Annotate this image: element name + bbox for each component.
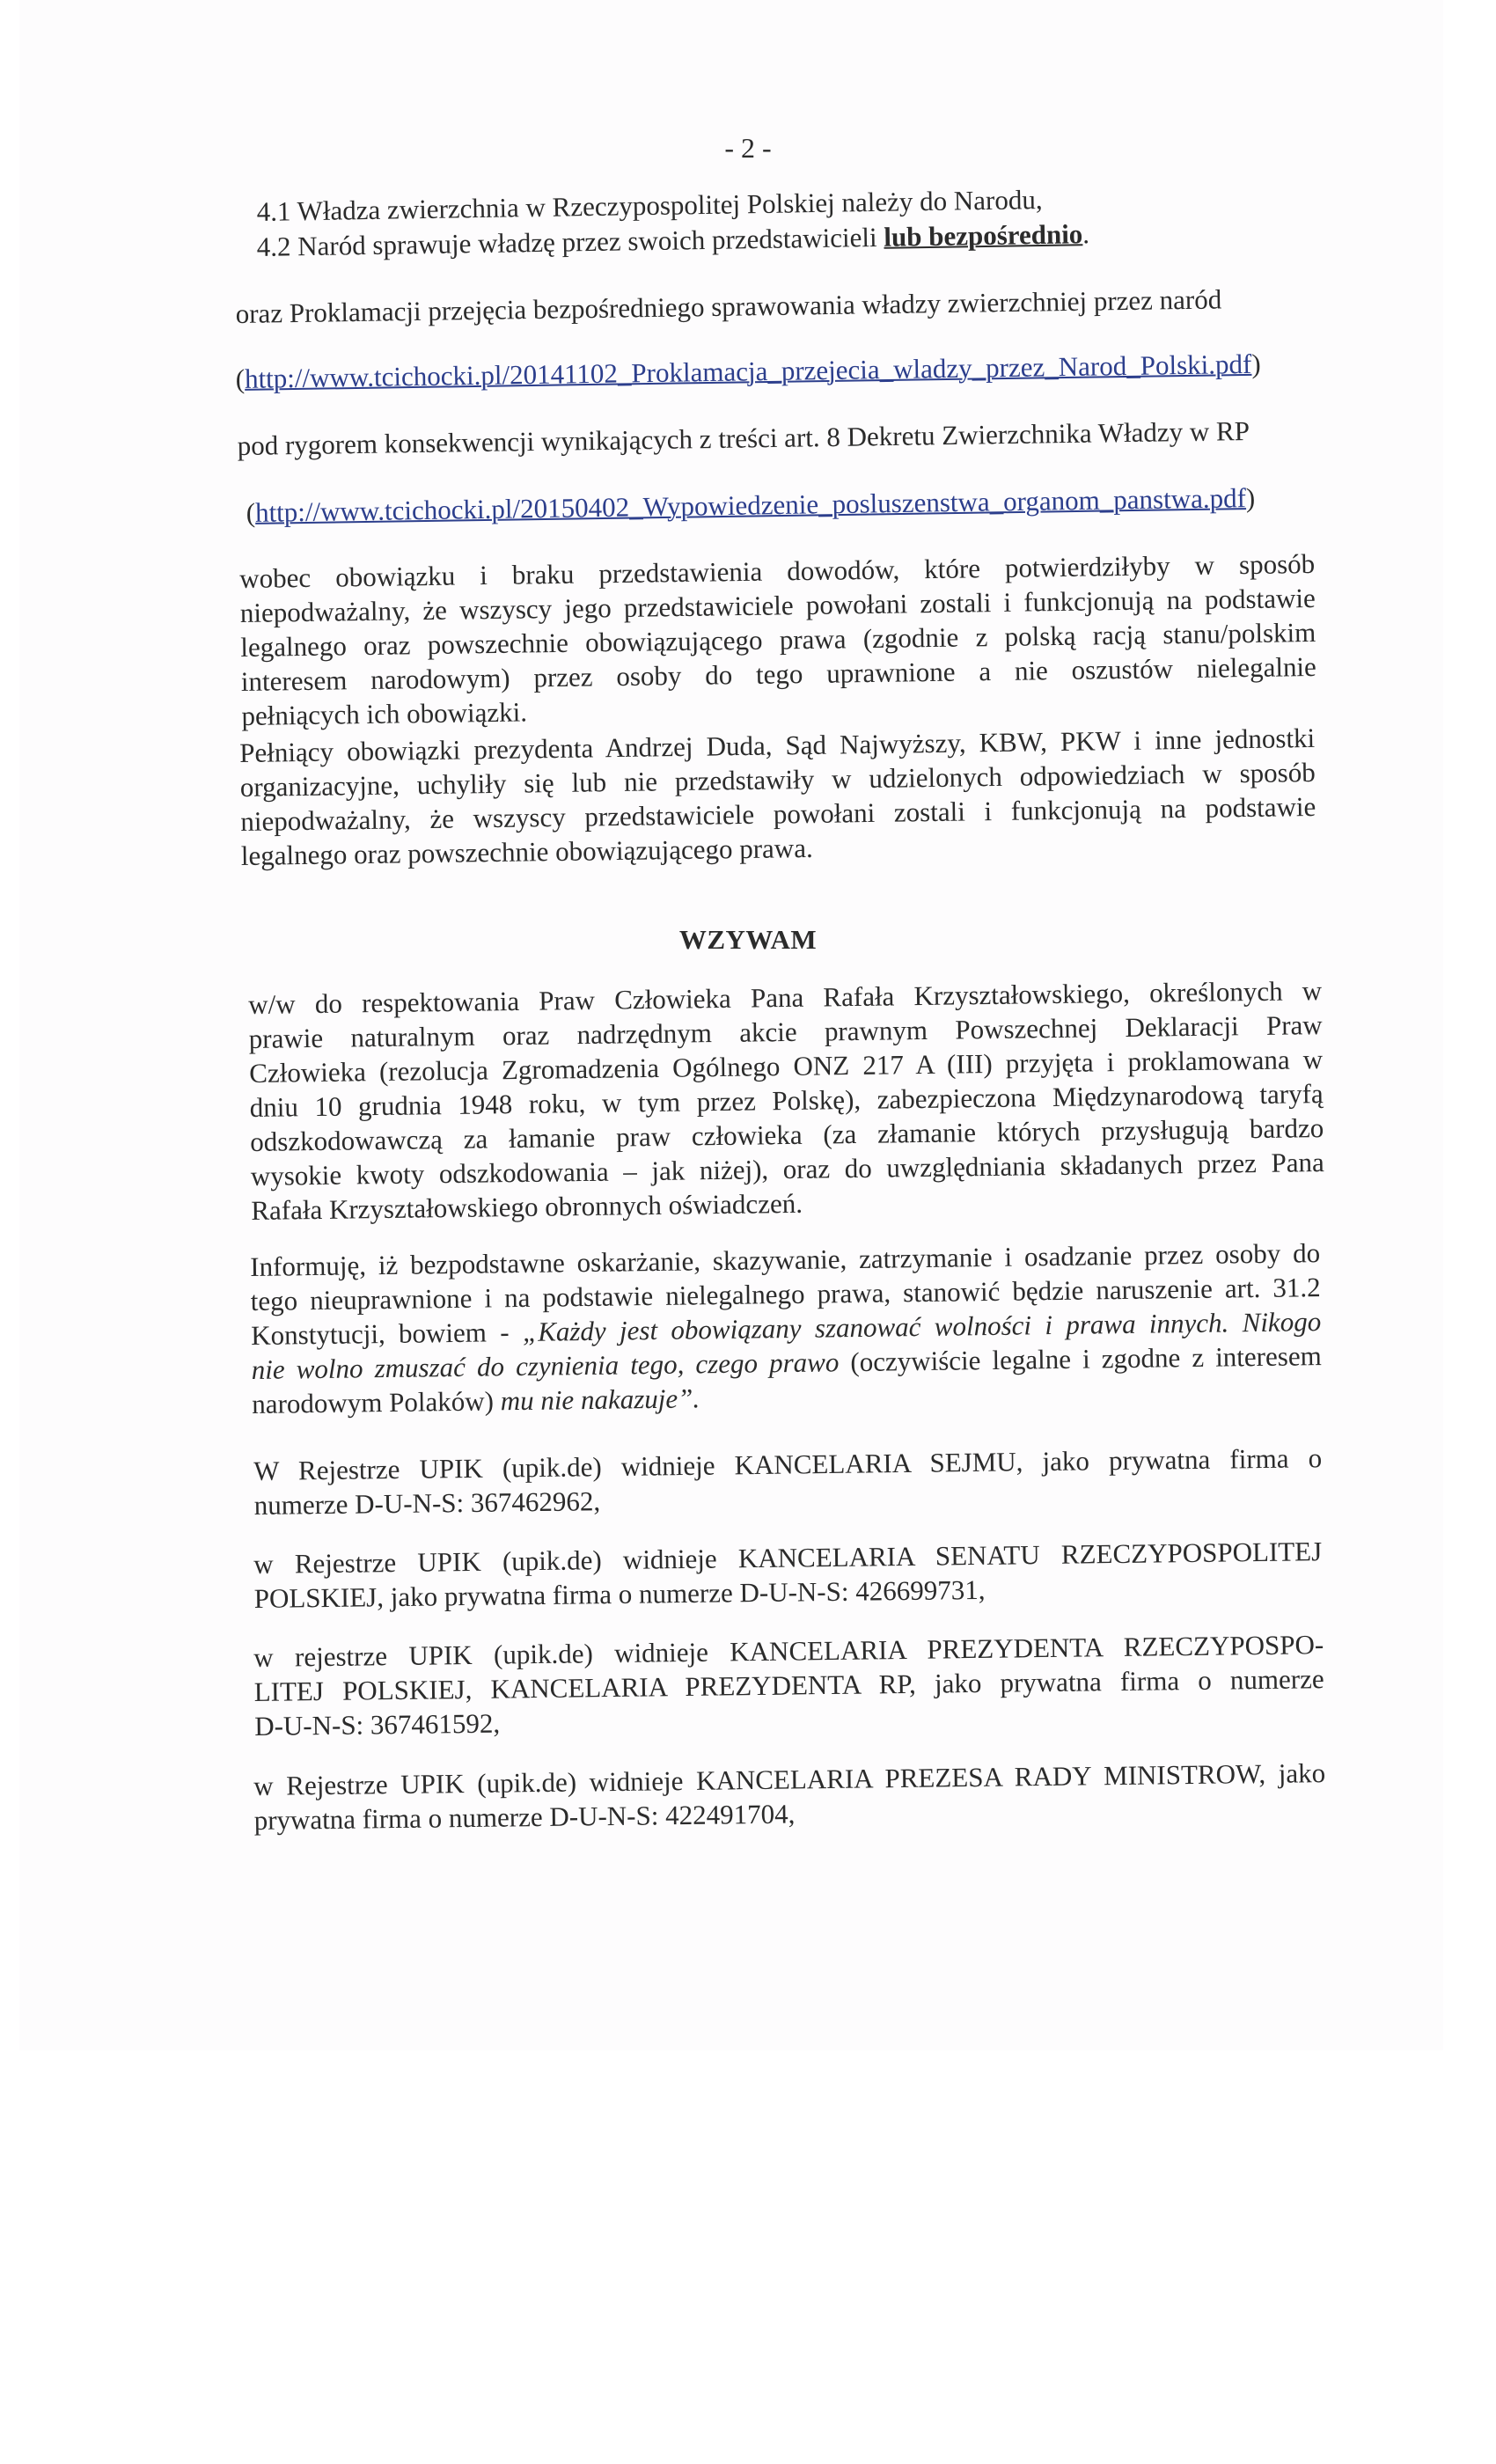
paragraph-line: organizacyjne, uchyliły się lub nie przedstawiły w udzielonych odpowiedziach w sposób xyxy=(239,756,1316,803)
proclamation-text: oraz Proklamacji przejęcia bezpośredniego sprawowania władzy zwierzchniej przez naród xyxy=(235,283,1222,330)
quote-text: nie wolno zmuszać do czynienia tego, czego prawo xyxy=(251,1346,840,1385)
paragraph-line: odszkodowawczą za łamanie praw człowieka (za złamanie których przysługują bardzo xyxy=(250,1112,1324,1157)
paragraph-obligation xyxy=(239,546,1317,733)
close-paren: ) xyxy=(1245,481,1256,514)
open-paren: ( xyxy=(246,496,256,529)
registry-line: prywatna firma o numerze D-U-N-S: 422491704, xyxy=(253,1798,796,1836)
paragraph-line: niepodważalny, że wszyscy jego przedstawiciele powołani zostali i funkcjonują na podstawie xyxy=(239,582,1316,628)
proclamation-link[interactable]: http://www.tcichocki.pl/20141102_Proklamacja_przejecia_wladzy_przez_Narod_Polski.pdf xyxy=(244,348,1252,394)
paragraph-line: wysokie kwoty odszkodowania – jak niżej), oraz do uwzględniania składanych przez Pana xyxy=(250,1147,1324,1192)
item-4-2-text: 4.2 Naród sprawuje władzę przez swoich przedstawicieli xyxy=(256,221,884,263)
registry-line: w rejestrze UPIK (upik.de) widnieje KANCELARIA PREZYDENTA RZECZYPOSPO- xyxy=(253,1629,1324,1673)
inline-text: narodowym Polaków) xyxy=(252,1385,501,1419)
inline-text: Konstytucji, bowiem - xyxy=(251,1316,524,1351)
paragraph-line: legalnego oraz powszechnie obowiązującego prawa (zgodnie z polską racją stanu/polskim xyxy=(240,616,1316,663)
paragraph-line: interesem narodowym) przez osoby do tego uprawnione a nie oszustów nielegalnie xyxy=(240,650,1317,697)
registry-entry-senat xyxy=(253,1534,1323,1616)
paragraph-line: dniu 10 grudnia 1948 roku, w tym przez Polskę), zabezpieczona Międzynarodową taryfą xyxy=(249,1078,1324,1123)
registry-entry-sejm xyxy=(253,1441,1323,1522)
paragraph-line: Pełniący obowiązki prezydenta Andrzej Duda, Sąd Najwyższy, KBW, PKW i inne jednostki xyxy=(239,722,1316,768)
paragraph-line: Człowieka (rezolucja Zgromadzenia Ogólnego ONZ 217 A (III) przyjęta i proklamowana w xyxy=(249,1044,1324,1089)
registry-line: D-U-N-S: 367461592, xyxy=(253,1707,501,1742)
decree-link-line xyxy=(246,481,1255,530)
decree-link[interactable]: http://www.tcichocki.pl/20150402_Wypowiedzenie_posluszenstwa_organom_panstwa.pdf xyxy=(254,482,1247,528)
paragraph-call xyxy=(248,973,1324,1228)
paragraph-line: niepodważalny, że wszyscy przedstawiciele powołani zostali i funkcjonują na podstawie xyxy=(240,790,1316,837)
proclamation-link-line xyxy=(235,348,1260,396)
registry-entry-premier xyxy=(253,1756,1326,1837)
quote-end: ”. xyxy=(677,1382,700,1414)
registry-line: POLSKIEJ, jako prywatna firma o numerze D-U-N-S: 426699731, xyxy=(253,1573,986,1614)
item-4-2-suffix: . xyxy=(1082,218,1090,250)
registry-line: LITEJ POLSKIEJ, KANCELARIA PREZYDENTA RP, jako prywatna firma o numerze xyxy=(253,1663,1324,1707)
registry-line: numerze D-U-N-S: 367462962, xyxy=(253,1485,601,1521)
section-heading: WZYWAM xyxy=(678,924,818,955)
inline-text: (oczywiście legalne i zgodne z interesem xyxy=(839,1340,1322,1378)
paragraph-line: pełniących ich obowiązki. xyxy=(241,696,528,731)
close-paren: ) xyxy=(1251,348,1261,379)
registry-line: w Rejestrze UPIK (upik.de) widnieje KANCELARIA SENATU RZECZYPOSPOLITEJ xyxy=(253,1536,1323,1580)
registry-line: w Rejestrze UPIK (upik.de) widnieje KANCELARIA PREZESA RADY MINISTROW, jako xyxy=(253,1757,1326,1801)
item-4-1: 4.1 Władza zwierzchnia w Rzeczypospolitej Polskiej należy do Narodu, xyxy=(256,183,1043,228)
decree-text: pod rygorem konsekwencji wynikających z treści art. 8 Dekretu Zwierzchnika Władzy w RP xyxy=(237,414,1250,462)
paragraph-president xyxy=(239,721,1316,873)
registry-line: W Rejestrze UPIK (upik.de) widnieje KANCELARIA SEJMU, jako prywatna firma o xyxy=(253,1442,1323,1486)
open-paren: ( xyxy=(235,363,246,395)
paragraph-line: Informuję, iż bezpodstawne oskarżanie, skazywanie, zatrzymanie i osadzanie przez osoby do xyxy=(250,1237,1321,1282)
paragraph-line: legalnego oraz powszechnie obowiązującego prawa. xyxy=(240,832,813,871)
registry-entry-prezydent xyxy=(253,1627,1324,1743)
quote-text: mu nie nakazuje xyxy=(500,1382,678,1417)
page-number: - 2 - xyxy=(724,132,772,164)
item-4-2-emphasis: lub bezpośrednio xyxy=(884,218,1083,253)
paragraph-line: wobec obowiązku i braku przedstawienia dowodów, które potwierdziłyby w sposób xyxy=(239,547,1316,594)
quote-text: „Każdy jest obowiązany szanować wolności i prawa innych. Nikogo xyxy=(522,1306,1322,1347)
paragraph-inform xyxy=(250,1236,1322,1421)
paragraph-line: prawie naturalnym oraz nadrzędnym akcie prawnym Powszechnej Deklaracji Praw xyxy=(248,1009,1323,1054)
paragraph-line: w/w do respektowania Praw Człowieka Pana Rafała Krzyształowskiego, określonych w xyxy=(248,975,1323,1020)
paragraph-line: tego nieuprawnione i na podstawie nielegalnego prawa, stanowić będzie naruszenie art. 31.2 xyxy=(250,1272,1321,1316)
paragraph-line: Rafała Krzyształowskiego obronnych oświadczeń. xyxy=(251,1187,803,1226)
